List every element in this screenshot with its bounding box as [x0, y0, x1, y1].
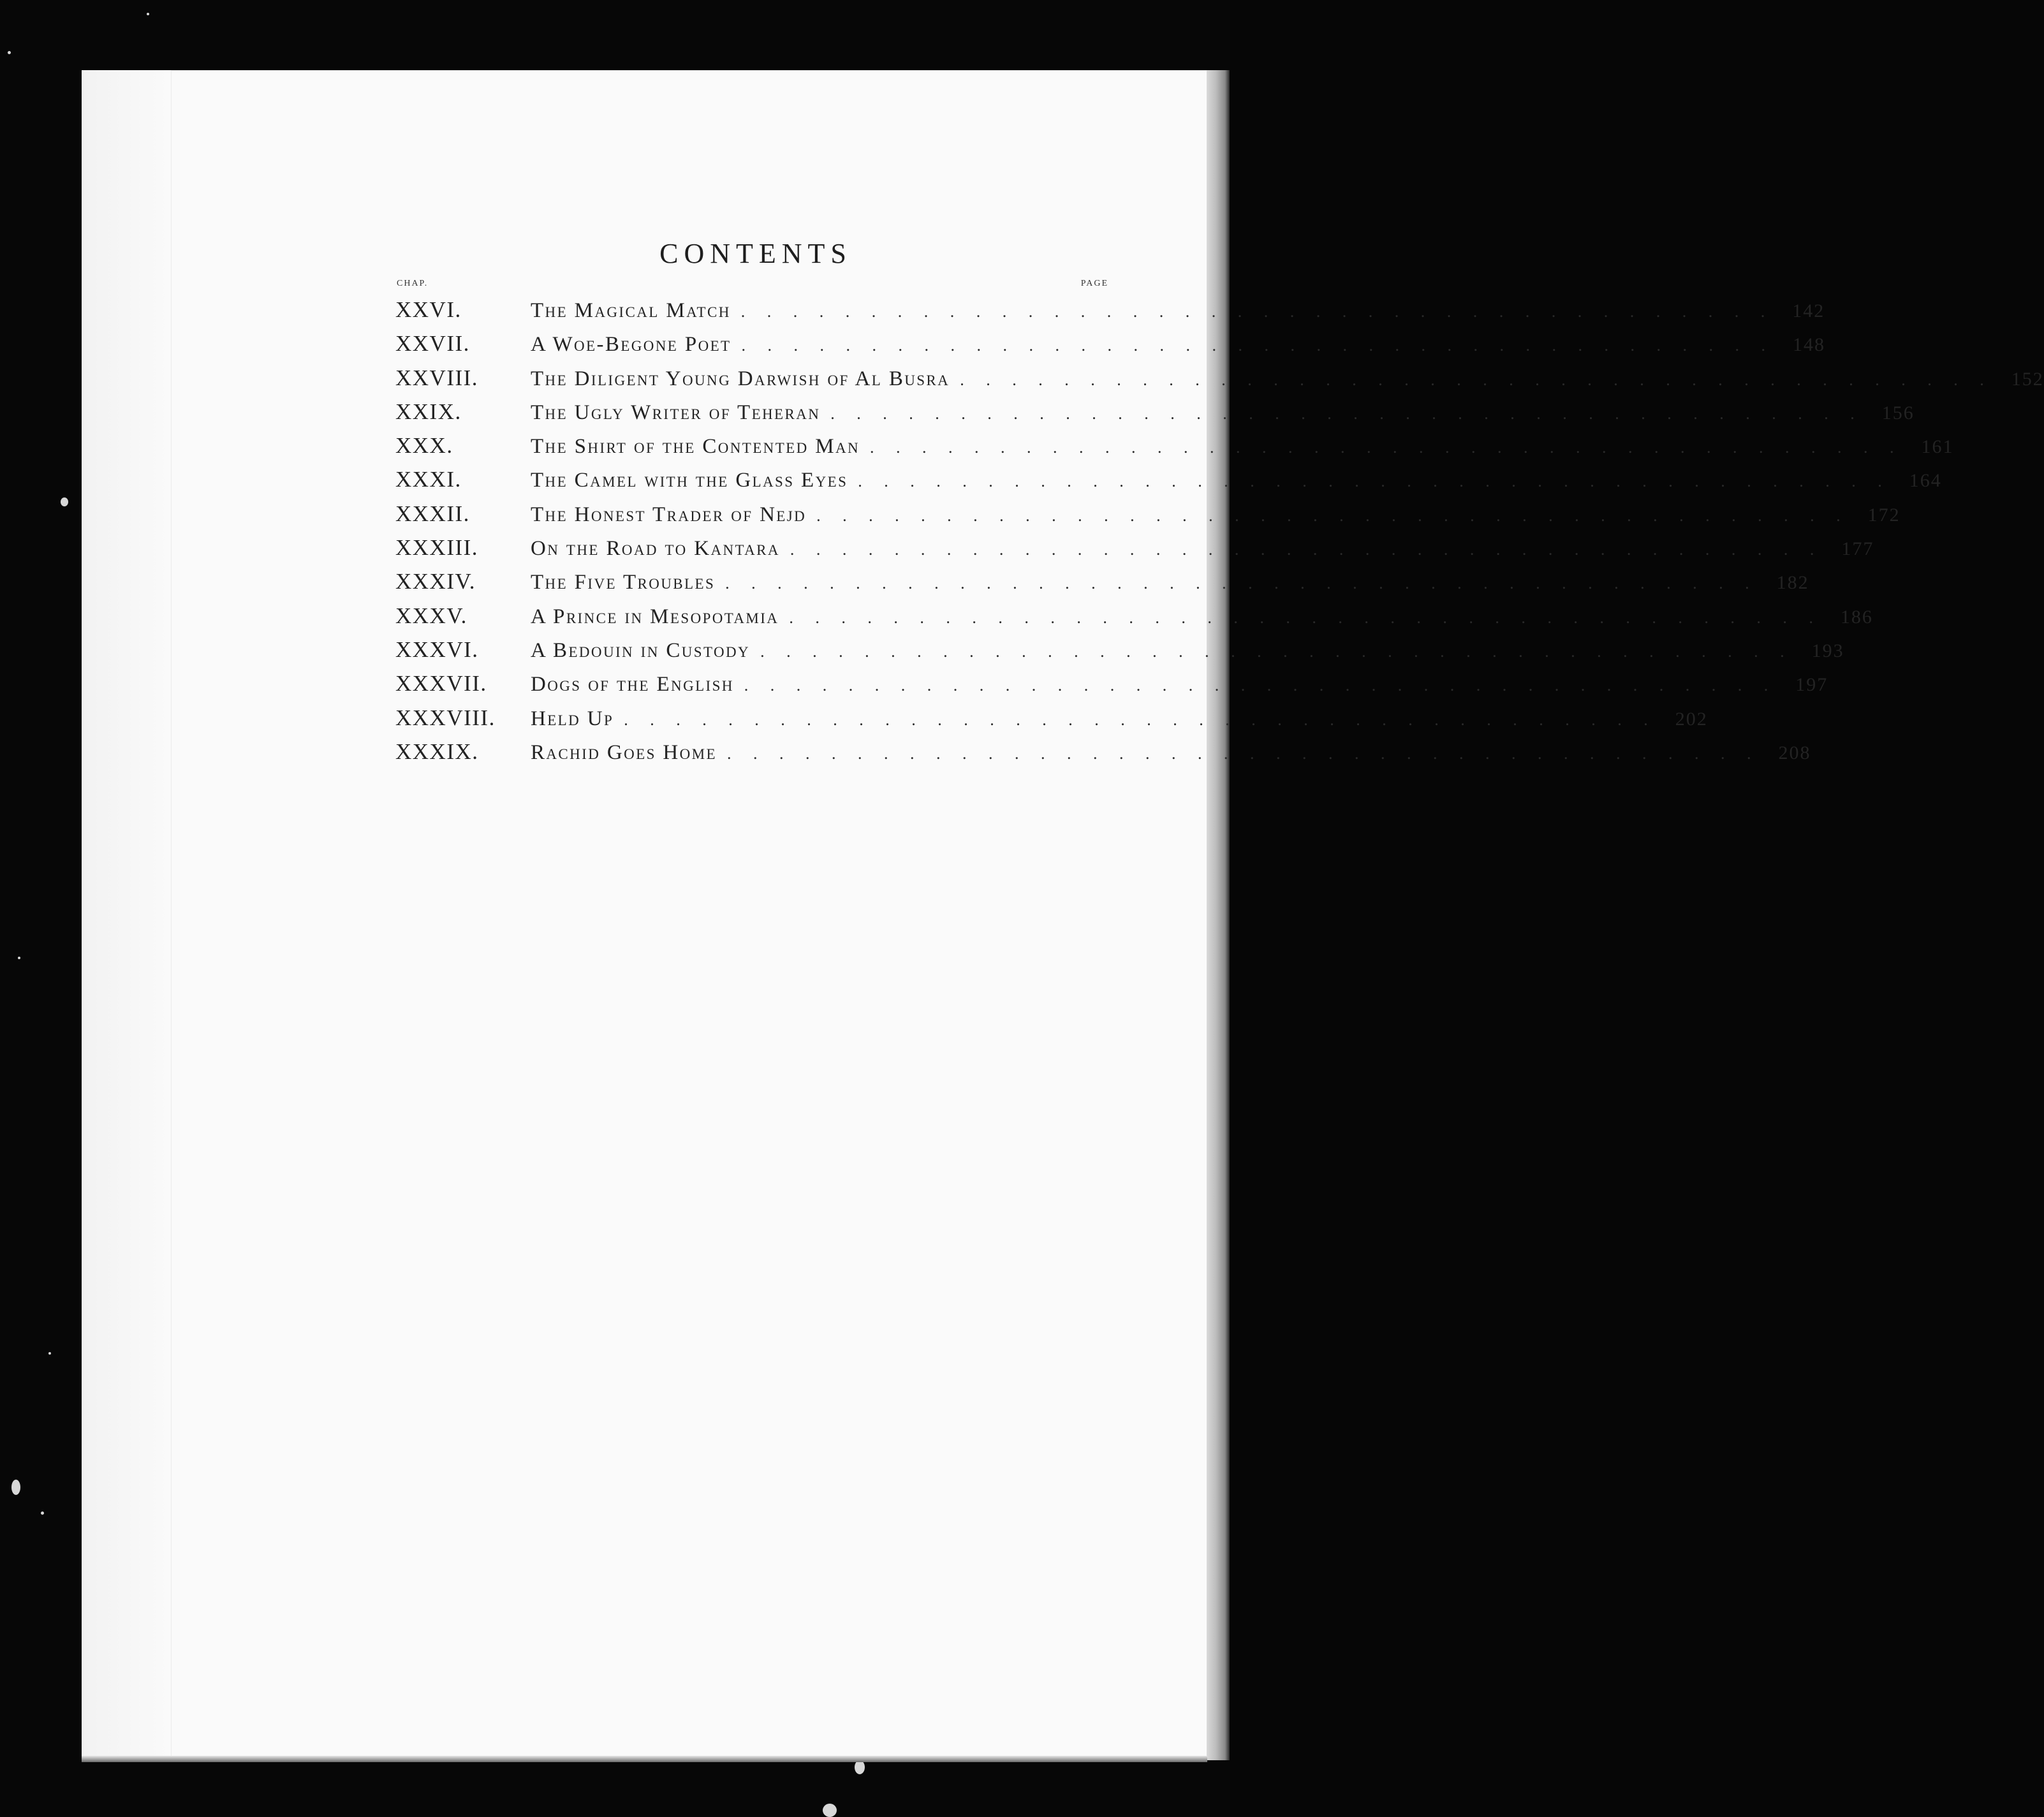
dust-speck: [48, 1352, 51, 1355]
page-number: 186: [1840, 606, 1873, 628]
dust-speck: [61, 497, 68, 506]
chapter-title-cell: [531, 736, 1760, 770]
dot-leader: . . . . . . . . . . . . . . . . . . . . . . . . . . . . . . . . . . . . . . . .: [789, 608, 1822, 627]
dot-leader: . . . . . . . . . . . . . . . . . . . . . . . . . . . . . . . . . . . . . . . .: [858, 472, 1891, 491]
chapter-title-cell: [531, 362, 1993, 397]
dust-speck: [8, 51, 11, 54]
contents-entry: [395, 735, 1811, 769]
dust-speck: [823, 1804, 837, 1817]
chapter-title-cell: [531, 668, 1777, 702]
contents-entry: [395, 599, 1873, 633]
contents-entry: [395, 497, 1901, 531]
chapter-number: XXXV.: [395, 603, 467, 628]
page-number: 177: [1841, 538, 1874, 560]
page-number: 148: [1793, 334, 1826, 356]
dust-speck: [18, 957, 20, 959]
dot-leader: . . . . . . . . . . . . . . . . . . . . . . . . . . . . . . . . . . . . . . . .: [740, 302, 1774, 321]
contents-entry: [395, 462, 1942, 496]
chapter-title-cell: [531, 634, 1793, 668]
chapter-title: The Shirt of the Contented Man: [531, 435, 860, 459]
chapter-title: Held Up: [531, 707, 614, 730]
chapter-title-cell: [531, 702, 1657, 737]
page-number: 161: [1921, 436, 1954, 458]
chapter-title: The Diligent Young Darwish of Al Busra: [531, 367, 950, 390]
contents-entry: [395, 361, 2044, 395]
chap-column-label: CHAP.: [397, 279, 429, 288]
dot-leader: . . . . . . . . . . . . . . . . . . . . . . . . . . . . . . . . . . . . . . . .: [830, 404, 1864, 423]
chapter-title: The Honest Trader of Nejd: [531, 503, 807, 526]
contents-entry: [395, 531, 1874, 564]
page-number: 142: [1792, 300, 1825, 321]
page-number: 172: [1867, 504, 1901, 526]
page-number: 202: [1675, 708, 1708, 730]
chapter-number: XXVII.: [395, 331, 470, 357]
dot-leader: . . . . . . . . . . . . . . . . . . . . . . . . . . . . . . . . . . . . . . . .: [725, 574, 1758, 593]
chapter-number: XXXVI.: [395, 636, 479, 662]
chapter-title-cell: [531, 430, 1903, 464]
page-number: 197: [1795, 674, 1828, 696]
chapter-title: The Camel with the Glass Eyes: [531, 469, 848, 492]
page-number: 152: [2011, 368, 2044, 390]
chapter-number: XXXI.: [395, 467, 462, 492]
chapter-number: XXXIV.: [395, 569, 476, 594]
contents-entry: [395, 293, 1825, 327]
dot-leader: . . . . . . . . . . . . . . . . . . . . . . . . . . . . . . . . . . . . . . . .: [790, 540, 1823, 559]
chapter-title-cell: [531, 532, 1823, 566]
dot-leader: . . . . . . . . . . . . . . . . . . . . . . . . . . . . . . . . . . . . . . . .: [726, 744, 1760, 763]
page-bottom-edge: [82, 1756, 1207, 1762]
dot-leader: . . . . . . . . . . . . . . . . . . . . . . . . . . . . . . . . . . . . . . . .: [741, 336, 1775, 355]
dust-speck: [41, 1512, 44, 1515]
chapter-number: XXXVIII.: [395, 705, 496, 730]
contents-entry: [395, 395, 1915, 429]
chapter-number: XXIX.: [395, 399, 462, 424]
chapter-title: On the Road to Kantara: [531, 537, 780, 561]
contents-heading: CONTENTS: [659, 238, 852, 269]
chapter-number: XXX.: [395, 433, 453, 459]
chapter-number: XXVIII.: [395, 365, 479, 390]
page-gutter: [82, 70, 172, 1757]
page-column-label: PAGE: [1080, 279, 1108, 288]
page-number: 182: [1776, 572, 1809, 594]
contents-entry: [395, 429, 1954, 462]
contents-list: [395, 293, 2044, 769]
contents-entry: [395, 701, 1708, 735]
page-number: 193: [1811, 640, 1844, 661]
chapter-title: The Ugly Writer of Teheran: [531, 401, 821, 424]
dust-speck: [147, 13, 149, 15]
dot-leader: . . . . . . . . . . . . . . . . . . . . . . . . . . . . . . . . . . . . . . . .: [624, 710, 1657, 729]
chapter-title: The Magical Match: [531, 299, 731, 322]
chapter-title: Rachid Goes Home: [531, 740, 717, 764]
contents-entry: [395, 666, 1828, 700]
chapter-title: A Woe-Begone Poet: [531, 333, 732, 357]
chapter-number: XXVI.: [395, 297, 462, 322]
page-number: 208: [1778, 742, 1811, 763]
chapter-title-cell: [531, 498, 1849, 533]
chapter-title: A Prince in Mesopotamia: [531, 605, 779, 628]
dot-leader: . . . . . . . . . . . . . . . . . . . . . . . . . . . . . . . . . . . . . . . .: [816, 506, 1849, 525]
contents-entry: [395, 633, 1844, 666]
page-number: 156: [1881, 402, 1915, 423]
dot-leader: . . . . . . . . . . . . . . . . . . . . . . . . . . . . . . . . . . . . . . . .: [760, 642, 1793, 661]
contents-entry: [395, 327, 1826, 360]
chapter-title-cell: [531, 464, 1891, 498]
chapter-number: XXXIII.: [395, 535, 479, 561]
chapter-title: The Five Troubles: [531, 571, 716, 594]
contents-entry: [395, 564, 1809, 598]
column-headings: [395, 279, 1110, 290]
chapter-title-cell: [531, 294, 1774, 328]
dust-speck: [855, 1760, 865, 1774]
dot-leader: . . . . . . . . . . . . . . . . . . . . . . . . . . . . . . . . . . . . . . . .: [960, 370, 1993, 389]
chapter-number: XXXVII.: [395, 671, 487, 696]
chapter-title-cell: [531, 328, 1774, 362]
dot-leader: . . . . . . . . . . . . . . . . . . . . . . . . . . . . . . . . . . . . . . . .: [870, 438, 1903, 457]
chapter-title-cell: [531, 600, 1822, 635]
chapter-title-cell: [531, 396, 1864, 430]
dust-speck: [11, 1480, 20, 1495]
chapter-number: XXXII.: [395, 501, 470, 526]
chapter-title-cell: [531, 566, 1758, 600]
page-number: 164: [1909, 470, 1942, 492]
chapter-title: Dogs of the English: [531, 673, 734, 696]
table-of-contents: [395, 237, 2044, 769]
chapter-title: A Bedouin in Custody: [531, 638, 751, 662]
chapter-number: XXXIX.: [395, 739, 479, 764]
dot-leader: . . . . . . . . . . . . . . . . . . . . . . . . . . . . . . . . . . . . . . . .: [744, 676, 1777, 695]
